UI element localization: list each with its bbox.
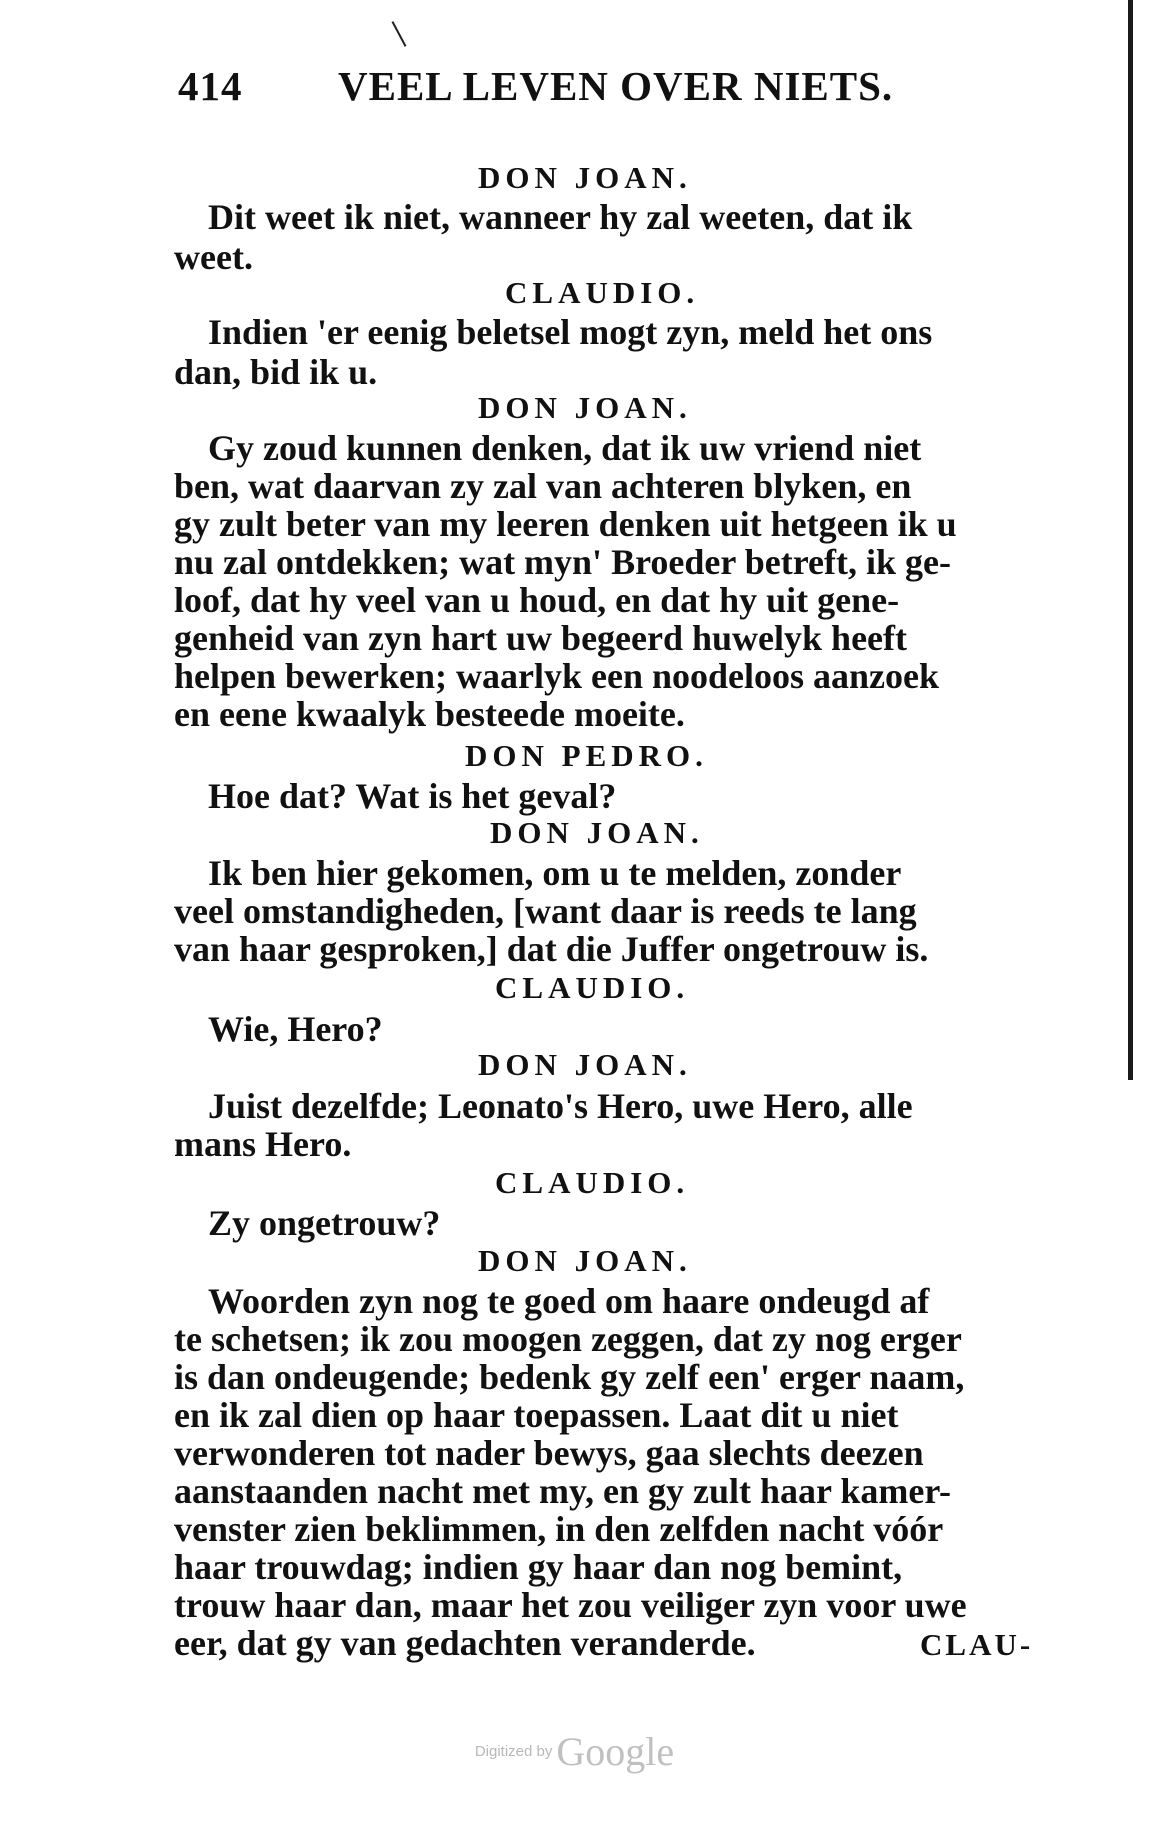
speaker-heading: CLAUDIO. (495, 1165, 690, 1200)
digitized-footer (0, 1728, 1149, 1775)
digitized-by-label: Digitized by (474, 1743, 553, 1760)
text-line: Indien 'er eenig beletsel mogt zyn, meld het ons (208, 312, 933, 352)
google-logo: Google (556, 1729, 675, 1774)
text-line: loof, dat hy veel van u houd, en dat hy uit gene- (174, 580, 900, 620)
running-title: VEEL LEVEN OVER NIETS. (338, 63, 894, 109)
text-line: en ik zal dien op haar toepassen. Laat dit u niet (174, 1395, 899, 1435)
speaker-heading: CLAUDIO. (495, 970, 690, 1005)
text-line: eer, dat gy van gedachten veranderde. (174, 1623, 756, 1663)
text-line: en eene kwaalyk besteede moeite. (174, 694, 685, 734)
speaker-heading: DON JOAN. (490, 815, 704, 850)
text-line: van haar gesproken,] dat die Juffer ongetrouw is. (174, 929, 929, 969)
text-line: Wie, Hero? (208, 1009, 383, 1049)
text-line: dan, bid ik u. (174, 352, 378, 392)
speaker-heading: DON JOAN. (478, 1047, 692, 1082)
text-line: Zy ongetrouw? (208, 1203, 441, 1243)
text-line: venster zien beklimmen, in den zelfden nacht vóór (174, 1509, 944, 1549)
page-number: 414 (178, 63, 243, 109)
text-line: trouw haar dan, maar het zou veiliger zyn voor uwe (174, 1585, 967, 1625)
text-line: Dit weet ik niet, wanneer hy zal weeten, dat ik (208, 197, 913, 237)
text-line: haar trouwdag; indien gy haar dan nog bemint, (174, 1547, 903, 1587)
speaker-heading: CLAUDIO. (505, 275, 700, 310)
text-line: ben, wat daarvan zy zal van achteren blyken, en (174, 466, 912, 506)
text-line: veel omstandigheden, [want daar is reeds te lang (174, 891, 917, 931)
text-line: mans Hero. (174, 1124, 352, 1164)
page-header (178, 62, 1078, 122)
text-line: Hoe dat? Wat is het geval? (208, 776, 617, 816)
text-line: weet. (174, 237, 253, 277)
text-line: Juist dezelfde; Leonato's Hero, uwe Hero, alle (208, 1086, 913, 1126)
speaker-heading: DON PEDRO. (465, 738, 708, 773)
text-line: Woorden zyn nog te goed om haare ondeugd af (208, 1281, 930, 1321)
speaker-heading: DON JOAN. (478, 160, 692, 195)
speaker-heading: DON JOAN. (478, 1243, 692, 1278)
text-line: helpen bewerken; waarlyk een noodeloos aanzoek (174, 656, 939, 696)
text-line: Ik ben hier gekomen, om u te melden, zonder (208, 853, 902, 893)
text-line: te schetsen; ik zou moogen zeggen, dat zy nog erger (174, 1319, 962, 1359)
catchword: CLAU- (920, 1627, 1034, 1662)
text-line: genheid van zyn hart uw begeerd huwelyk heeft (174, 618, 908, 658)
text-line: verwonderen tot nader bewys, gaa slechts deezen (174, 1433, 924, 1473)
ink-mark (392, 21, 407, 47)
text-line: Gy zoud kunnen denken, dat ik uw vriend niet (208, 428, 922, 468)
speaker-heading: DON JOAN. (478, 390, 692, 425)
text-line: gy zult beter van my leeren denken uit hetgeen ik u (174, 504, 957, 544)
page-edge-rule (1128, 0, 1133, 1080)
text-line: aanstaanden nacht met my, en gy zult haar kamer- (174, 1471, 951, 1511)
text-line: is dan ondeugende; bedenk gy zelf een' erger naam, (174, 1357, 965, 1397)
text-line: nu zal ontdekken; wat myn' Broeder betreft, ik ge- (174, 542, 951, 582)
